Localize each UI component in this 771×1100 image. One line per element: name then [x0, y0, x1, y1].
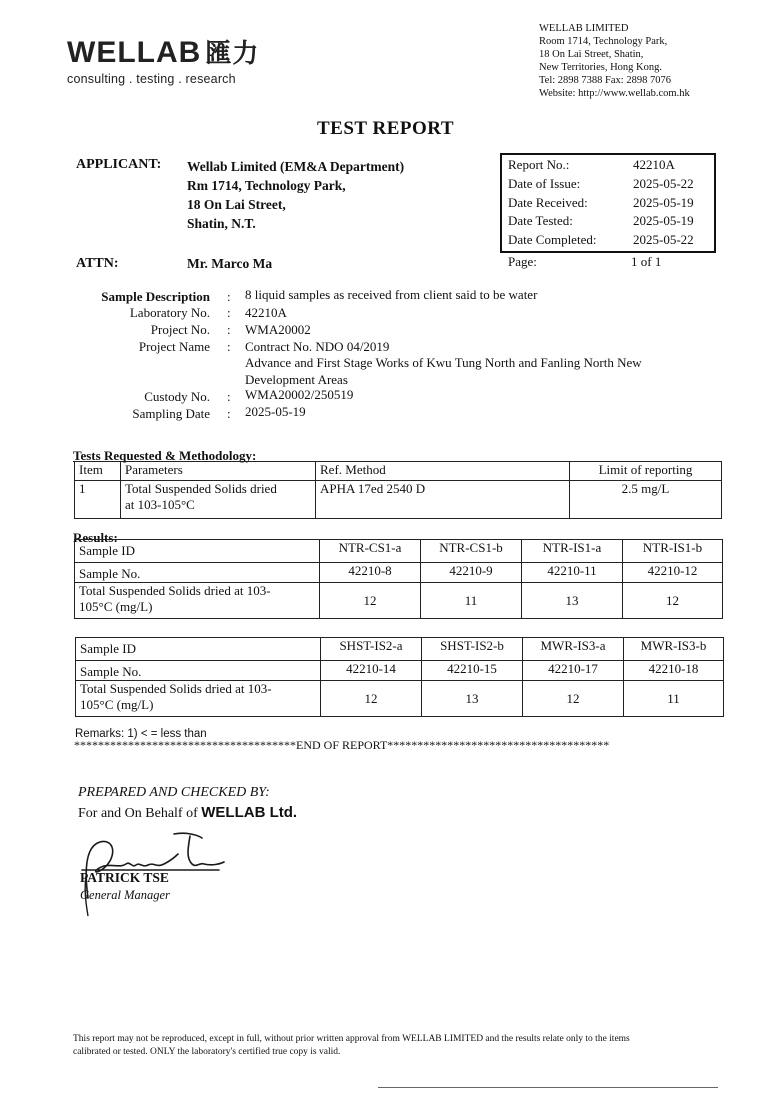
sample-no-cell: 42210-9 — [421, 563, 522, 583]
on-behalf-prefix: For and On Behalf of — [78, 806, 198, 821]
project-no-value: WMA20002 — [245, 322, 311, 337]
project-name-continued: Advance and First Stage Works of Kwu Tung North and Fanling North New — [245, 355, 642, 370]
colon: : — [227, 305, 231, 320]
sample-no-cell: 42210-8 — [320, 563, 421, 583]
signatory-name: PATRICK TSE — [80, 870, 169, 885]
address-line: 18 On Lai Street, Shatin, — [539, 49, 644, 60]
item-cell: 1 — [75, 481, 121, 519]
applicant-line: Rm 1714, Technology Park, — [187, 178, 346, 193]
tss-value-cell: 12 — [320, 583, 421, 619]
results-table-1 — [74, 539, 723, 619]
laboratory-no-label: Laboratory No. — [129, 305, 210, 320]
table-row — [75, 563, 723, 583]
applicant-line: Shatin, N.T. — [187, 216, 256, 231]
project-name-value: Contract No. NDO 04/2019 — [245, 339, 390, 354]
sample-no-cell: 42210-12 — [623, 563, 723, 583]
address-line: Website: http://www.wellab.com.hk — [539, 88, 690, 99]
report-title: TEST REPORT — [317, 118, 454, 139]
footer-disclaimer — [73, 1033, 723, 1059]
row-label: Sample ID — [75, 540, 320, 563]
date-received-value: 2025-05-19 — [633, 195, 694, 210]
sample-id-cell: NTR-IS1-b — [623, 540, 723, 563]
date-received-label: Date Received: — [508, 195, 588, 210]
applicant-address — [187, 157, 404, 233]
tss-label-line: Total Suspended Solids dried at 103- — [80, 681, 272, 696]
table-row — [75, 583, 723, 619]
row-label: Sample No. — [75, 563, 320, 583]
row-label: Sample No. — [76, 661, 321, 681]
tss-value-cell: 11 — [624, 681, 724, 717]
tss-value-cell: 13 — [522, 583, 623, 619]
logo-chinese-text: 匯力 — [205, 38, 260, 68]
date-completed-label: Date Completed: — [508, 232, 597, 247]
attn-name: Mr. Marco Ma — [187, 256, 273, 271]
tss-value-cell: 12 — [321, 681, 422, 717]
company-logo — [67, 38, 259, 86]
sample-no-cell: 42210-17 — [523, 661, 624, 681]
applicant-label: APPLICANT: — [76, 157, 162, 172]
tss-label-line: 105°C (mg/L) — [80, 697, 154, 712]
address-line: Room 1714, Technology Park, — [539, 36, 668, 47]
custody-no-value: WMA20002/250519 — [245, 387, 354, 402]
signatory-title: General Manager — [80, 888, 170, 902]
date-tested-value: 2025-05-19 — [633, 213, 694, 228]
table-row — [75, 540, 723, 563]
tss-value-cell: 11 — [421, 583, 522, 619]
table-row — [75, 481, 722, 519]
footer-line: calibrated or tested. ONLY the laboratory's certified true copy is valid. — [73, 1047, 341, 1057]
date-issue-value: 2025-05-22 — [633, 176, 694, 191]
colon: : — [227, 389, 231, 404]
logo-tagline: consulting . testing . research — [67, 72, 236, 86]
tests-table — [74, 461, 722, 519]
on-behalf-line — [78, 804, 297, 822]
sampling-date-value: 2025-05-19 — [245, 404, 306, 419]
table-row — [76, 638, 724, 661]
sampling-date-label: Sampling Date — [132, 406, 210, 421]
report-no-label: Report No.: — [508, 157, 570, 172]
limit-cell: 2.5 mg/L — [570, 481, 722, 519]
company-address — [539, 22, 690, 100]
sample-id-cell: SHST-IS2-b — [422, 638, 523, 661]
table-row — [76, 681, 724, 717]
row-label: Sample ID — [76, 638, 321, 661]
tss-value-cell: 12 — [523, 681, 624, 717]
sample-no-cell: 42210-14 — [321, 661, 422, 681]
date-issue-label: Date of Issue: — [508, 176, 581, 191]
report-no-value: 42210A — [633, 157, 675, 172]
method-cell: APHA 17ed 2540 D — [316, 481, 570, 519]
attn-label: ATTN: — [76, 256, 119, 271]
row-label — [76, 681, 321, 717]
logo-text: WELLAB — [67, 36, 202, 69]
colon: : — [227, 289, 231, 304]
header-cell: Ref. Method — [316, 462, 570, 481]
header-cell: Item — [75, 462, 121, 481]
end-of-report: *************************************END OF REPORT************************************* — [74, 738, 610, 752]
sample-no-cell: 42210-11 — [522, 563, 623, 583]
applicant-line: 18 On Lai Street, — [187, 197, 286, 212]
bottom-divider — [378, 1087, 718, 1088]
address-line: WELLAB LIMITED — [539, 23, 629, 34]
sample-description-label: Sample Description — [101, 289, 210, 304]
colon: : — [227, 339, 231, 354]
tss-value-cell: 12 — [623, 583, 723, 619]
header-cell: Parameters — [121, 462, 316, 481]
tss-label-line: 105°C (mg/L) — [79, 599, 153, 614]
project-name-label: Project Name — [138, 339, 210, 354]
tss-value-cell: 13 — [422, 681, 523, 717]
report-info-box — [500, 153, 716, 253]
header-cell: Limit of reporting — [570, 462, 722, 481]
colon: : — [227, 322, 231, 337]
page-label: Page: — [508, 254, 537, 269]
sample-description-value: 8 liquid samples as received from client said to be water — [245, 287, 538, 302]
colon: : — [227, 406, 231, 421]
on-behalf-company: WELLAB Ltd. — [201, 804, 298, 821]
address-line: Tel: 2898 7388 Fax: 2898 7076 — [539, 75, 671, 86]
tss-label-line: Total Suspended Solids dried at 103- — [79, 583, 271, 598]
parameter-cell — [121, 481, 316, 519]
sample-id-cell: NTR-CS1-a — [320, 540, 421, 563]
tests-heading: Tests Requested & Methodology: — [73, 448, 257, 463]
table-row — [76, 661, 724, 681]
sample-no-cell: 42210-15 — [422, 661, 523, 681]
custody-no-label: Custody No. — [144, 389, 210, 404]
project-name-continued: Development Areas — [245, 372, 348, 387]
results-table-2 — [75, 637, 724, 717]
project-no-label: Project No. — [150, 322, 210, 337]
sample-id-cell: NTR-IS1-a — [522, 540, 623, 563]
sample-id-cell: SHST-IS2-a — [321, 638, 422, 661]
sample-id-cell: MWR-IS3-b — [624, 638, 724, 661]
parameter-line: at 103-105°C — [125, 497, 195, 512]
date-tested-label: Date Tested: — [508, 213, 573, 228]
row-label — [75, 583, 320, 619]
sample-id-cell: NTR-CS1-b — [421, 540, 522, 563]
results-heading: Results: — [73, 530, 118, 545]
page-value: 1 of 1 — [631, 254, 662, 269]
sample-no-cell: 42210-18 — [624, 661, 724, 681]
sample-id-cell: MWR-IS3-a — [523, 638, 624, 661]
date-completed-value: 2025-05-22 — [633, 232, 694, 247]
table-header-row — [75, 462, 722, 481]
parameter-line: Total Suspended Solids dried — [125, 481, 277, 496]
laboratory-no-value: 42210A — [245, 305, 287, 320]
address-line: New Territories, Hong Kong. — [539, 62, 663, 73]
prepared-label: PREPARED AND CHECKED BY: — [78, 785, 270, 800]
applicant-line: Wellab Limited (EM&A Department) — [187, 159, 405, 174]
remarks: Remarks: 1) < = less than — [75, 728, 207, 740]
footer-line: This report may not be reproduced, except in full, without prior written approval from WELLAB LIMITED and the results relate only to the items — [73, 1034, 630, 1044]
